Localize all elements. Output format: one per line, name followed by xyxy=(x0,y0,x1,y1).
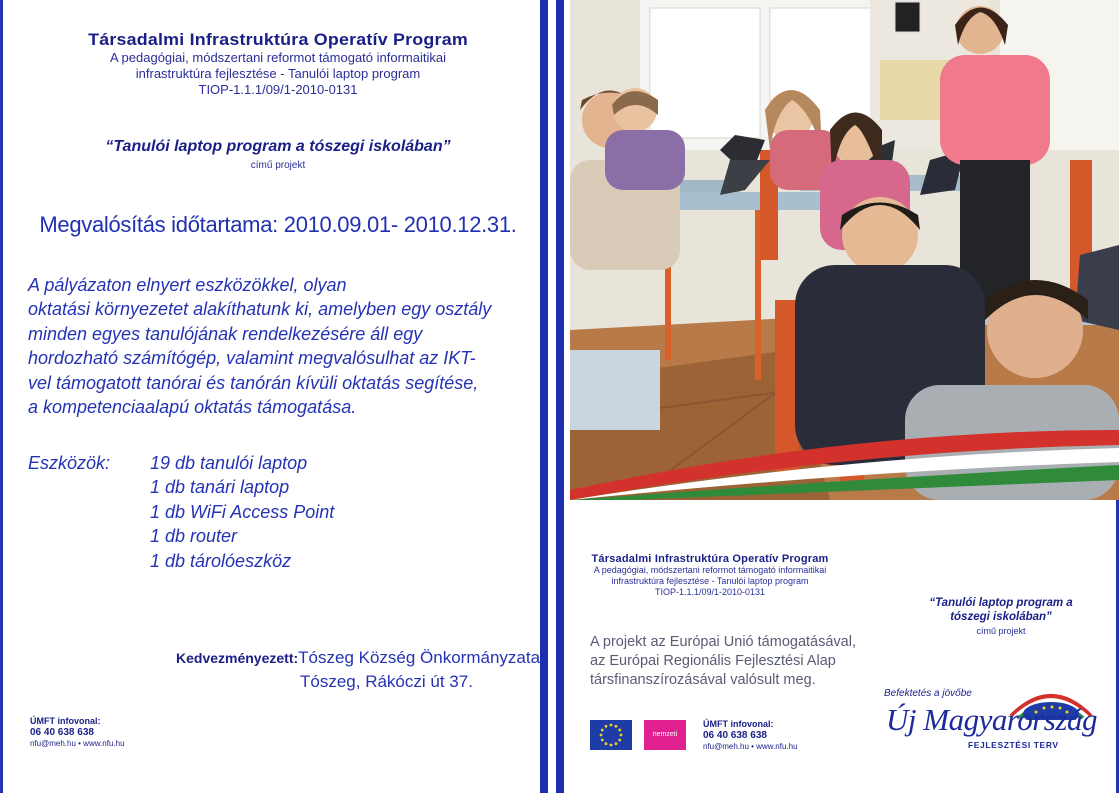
project-title-line: tószegi iskolában” xyxy=(950,611,1052,623)
program-title: Társadalmi Infrastruktúra Operatív Program xyxy=(88,30,468,49)
beneficiary-block xyxy=(176,648,541,691)
description-line: a kompetenciaalapú oktatás támogatása. xyxy=(28,397,357,418)
umft-web: nfu@meh.hu • www.nfu.hu xyxy=(30,739,125,748)
right-page-left-edge xyxy=(556,0,564,793)
description-line: A pályázaton elnyert eszközökkel, olyan xyxy=(28,275,347,295)
flyer-right-page xyxy=(556,0,1119,793)
program-line: infrastruktúra fejlesztése - Tanulói laptop program xyxy=(611,576,809,586)
equipment-item: 1 db router xyxy=(150,526,238,547)
description-line: minden egyes tanulójának rendelkezésére áll egy xyxy=(28,323,423,344)
equipment-item: 1 db tárolóeszköz xyxy=(150,550,292,571)
project-note: című projekt xyxy=(976,626,1026,636)
eu-line: társfinanszírozásával valósult meg. xyxy=(590,672,816,688)
umft-heading: ÚMFT infovonal: xyxy=(30,716,101,726)
program-line: A pedagógiai, módszertani reformot támogató informaitikai xyxy=(593,565,827,575)
equipment-item: 1 db WiFi Access Point xyxy=(150,501,335,522)
program-code: TIOP-1.1.1/09/1-2010-0131 xyxy=(198,82,358,97)
beneficiary-name: Tószeg Község Önkormányzata xyxy=(298,648,541,667)
umft-phone: 06 40 638 638 xyxy=(703,730,767,741)
description-line: hordozható számítógép, valamint megvalósulhat az IKT- xyxy=(28,348,476,369)
magenta-logo: nemzeti xyxy=(644,720,686,750)
umft-heading: ÚMFT infovonal: xyxy=(703,719,774,729)
program-line: A pedagógiai, módszertani reformot támogató informaitikai xyxy=(109,50,446,65)
description-line: vel támogatott tanórai és tanórán kívüli oktatás segítése, xyxy=(28,372,479,393)
umft-infoline xyxy=(30,716,125,749)
flyer-left-page xyxy=(0,0,556,793)
program-title: Társadalmi Infrastruktúra Operatív Program xyxy=(591,553,829,565)
left-edge-stripe xyxy=(0,0,3,793)
eu-line: az Európai Regionális Fejlesztési Alap xyxy=(590,653,836,669)
slogan: Befektetés a jövőbe xyxy=(884,688,972,699)
equipment-item: 19 db tanulói laptop xyxy=(150,453,308,473)
uj-magyarorszag-logo xyxy=(886,702,1108,762)
classroom-photo xyxy=(570,0,1119,500)
beneficiary-label: Kedvezményezett: xyxy=(176,650,299,666)
umft-web: nfu@meh.hu • www.nfu.hu xyxy=(703,742,798,751)
project-description xyxy=(28,273,543,419)
brand-subtitle: FEJLESZTÉSI TERV xyxy=(968,740,1059,750)
program-code: TIOP-1.1.1/09/1-2010-0131 xyxy=(654,587,766,597)
eu-funding-statement xyxy=(590,633,890,690)
project-title-line: “Tanulói laptop program a xyxy=(929,597,1073,609)
project-title-small xyxy=(886,596,1116,638)
equipment-label: Eszközök: xyxy=(28,453,111,473)
description-line: oktatási környezetet alakíthatunk ki, amelyben egy osztály xyxy=(28,299,492,320)
classroom-photo-illustration xyxy=(570,0,1119,500)
project-duration: Megvalósítás időtartama: 2010.09.01- 2010.12.31. xyxy=(39,212,517,237)
beneficiary-address: Tószeg, Rákóczi út 37. xyxy=(300,672,473,691)
program-header xyxy=(0,30,556,98)
equipment-item: 1 db tanári laptop xyxy=(150,477,290,498)
umft-infoline xyxy=(703,719,798,752)
eu-flag-icon xyxy=(590,720,632,750)
project-note: című projekt xyxy=(250,160,306,171)
brand-title: Új Magyarország xyxy=(886,702,1097,737)
eu-line: A projekt az Európai Unió támogatásával, xyxy=(590,634,856,650)
program-line: infrastruktúra fejlesztése - Tanulói laptop program xyxy=(135,66,421,81)
equipment-items xyxy=(150,451,334,573)
umft-phone: 06 40 638 638 xyxy=(30,727,94,738)
program-header-small xyxy=(570,553,850,598)
project-title: “Tanulói laptop program a tószegi iskolában” xyxy=(105,138,451,155)
